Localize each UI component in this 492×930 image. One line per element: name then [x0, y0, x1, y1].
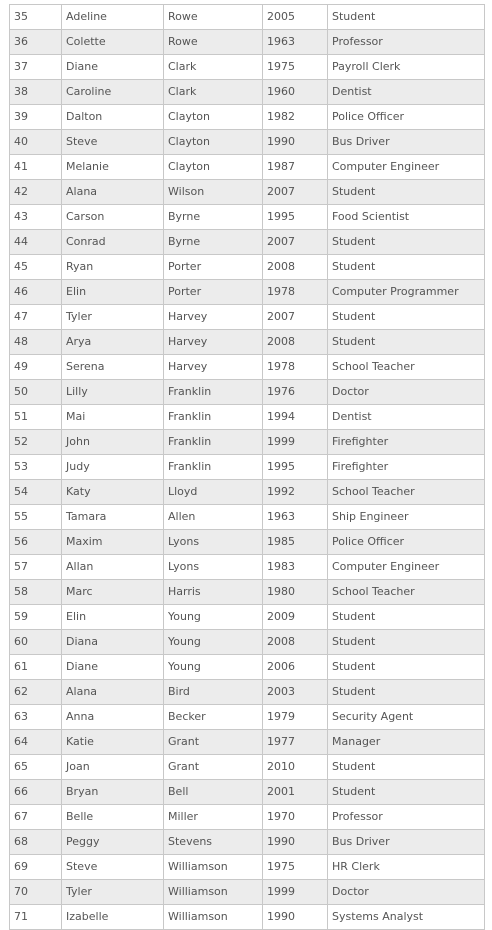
table-row: [10, 255, 485, 280]
cell-last-name: Clayton: [164, 105, 263, 130]
cell-occupation: Student: [328, 5, 485, 30]
cell-birth-year: 1975: [263, 855, 328, 880]
cell-id: 56: [10, 530, 62, 555]
cell-birth-year: 2007: [263, 180, 328, 205]
cell-id: 54: [10, 480, 62, 505]
cell-occupation: Student: [328, 255, 485, 280]
cell-birth-year: 2005: [263, 5, 328, 30]
cell-id: 50: [10, 380, 62, 405]
cell-id: 52: [10, 430, 62, 455]
cell-id: 37: [10, 55, 62, 80]
cell-last-name: Allen: [164, 505, 263, 530]
cell-first-name: Caroline: [62, 80, 164, 105]
cell-id: 46: [10, 280, 62, 305]
cell-id: 61: [10, 655, 62, 680]
table-row: [10, 5, 485, 30]
cell-last-name: Young: [164, 630, 263, 655]
cell-birth-year: 1980: [263, 580, 328, 605]
cell-id: 66: [10, 780, 62, 805]
cell-occupation: Payroll Clerk: [328, 55, 485, 80]
cell-last-name: Franklin: [164, 405, 263, 430]
cell-last-name: Harvey: [164, 305, 263, 330]
cell-id: 62: [10, 680, 62, 705]
cell-first-name: Diana: [62, 630, 164, 655]
cell-first-name: Alana: [62, 180, 164, 205]
cell-occupation: Firefighter: [328, 455, 485, 480]
cell-occupation: Systems Analyst: [328, 905, 485, 930]
cell-id: 69: [10, 855, 62, 880]
cell-last-name: Byrne: [164, 205, 263, 230]
cell-first-name: Steve: [62, 130, 164, 155]
cell-first-name: Adeline: [62, 5, 164, 30]
cell-id: 42: [10, 180, 62, 205]
table-row: [10, 180, 485, 205]
cell-last-name: Lloyd: [164, 480, 263, 505]
cell-first-name: Serena: [62, 355, 164, 380]
cell-first-name: Steve: [62, 855, 164, 880]
cell-id: 60: [10, 630, 62, 655]
cell-last-name: Bird: [164, 680, 263, 705]
cell-id: 51: [10, 405, 62, 430]
table-row: [10, 705, 485, 730]
cell-birth-year: 1983: [263, 555, 328, 580]
cell-last-name: Clark: [164, 55, 263, 80]
cell-occupation: Computer Programmer: [328, 280, 485, 305]
cell-birth-year: 1985: [263, 530, 328, 555]
table-row: [10, 205, 485, 230]
cell-id: 49: [10, 355, 62, 380]
table-row: [10, 605, 485, 630]
cell-last-name: Franklin: [164, 380, 263, 405]
cell-first-name: Katy: [62, 480, 164, 505]
table-row: [10, 280, 485, 305]
cell-id: 41: [10, 155, 62, 180]
cell-first-name: Carson: [62, 205, 164, 230]
cell-first-name: Melanie: [62, 155, 164, 180]
cell-id: 48: [10, 330, 62, 355]
cell-id: 63: [10, 705, 62, 730]
cell-last-name: Grant: [164, 730, 263, 755]
cell-id: 64: [10, 730, 62, 755]
table-row: [10, 405, 485, 430]
cell-birth-year: 1977: [263, 730, 328, 755]
cell-birth-year: 2007: [263, 305, 328, 330]
table-row: [10, 480, 485, 505]
table-row: [10, 380, 485, 405]
cell-first-name: Joan: [62, 755, 164, 780]
cell-last-name: Franklin: [164, 455, 263, 480]
cell-occupation: Student: [328, 655, 485, 680]
cell-id: 53: [10, 455, 62, 480]
cell-last-name: Clayton: [164, 155, 263, 180]
people-table: [9, 4, 485, 930]
table-row: [10, 130, 485, 155]
cell-last-name: Bell: [164, 780, 263, 805]
table-row: [10, 505, 485, 530]
cell-last-name: Rowe: [164, 30, 263, 55]
cell-occupation: Student: [328, 230, 485, 255]
people-table-container: [9, 4, 484, 930]
table-row: [10, 580, 485, 605]
table-row: [10, 105, 485, 130]
cell-occupation: Bus Driver: [328, 830, 485, 855]
cell-first-name: Elin: [62, 280, 164, 305]
cell-last-name: Young: [164, 605, 263, 630]
cell-birth-year: 1995: [263, 455, 328, 480]
table-row: [10, 455, 485, 480]
cell-birth-year: 1982: [263, 105, 328, 130]
cell-id: 71: [10, 905, 62, 930]
table-row: [10, 855, 485, 880]
table-row: [10, 555, 485, 580]
cell-id: 47: [10, 305, 62, 330]
table-row: [10, 805, 485, 830]
cell-birth-year: 1999: [263, 430, 328, 455]
cell-occupation: Computer Engineer: [328, 555, 485, 580]
cell-last-name: Clayton: [164, 130, 263, 155]
cell-last-name: Williamson: [164, 855, 263, 880]
table-row: [10, 330, 485, 355]
cell-id: 36: [10, 30, 62, 55]
cell-occupation: Professor: [328, 30, 485, 55]
cell-first-name: Elin: [62, 605, 164, 630]
cell-id: 67: [10, 805, 62, 830]
cell-first-name: Tyler: [62, 880, 164, 905]
cell-birth-year: 2001: [263, 780, 328, 805]
cell-last-name: Young: [164, 655, 263, 680]
table-row: [10, 80, 485, 105]
cell-occupation: Student: [328, 755, 485, 780]
table-row: [10, 830, 485, 855]
table-row: [10, 905, 485, 930]
cell-last-name: Stevens: [164, 830, 263, 855]
cell-id: 35: [10, 5, 62, 30]
cell-last-name: Clark: [164, 80, 263, 105]
cell-birth-year: 2010: [263, 755, 328, 780]
cell-occupation: Student: [328, 680, 485, 705]
table-row: [10, 230, 485, 255]
cell-first-name: Peggy: [62, 830, 164, 855]
cell-last-name: Harvey: [164, 355, 263, 380]
cell-occupation: Student: [328, 305, 485, 330]
table-row: [10, 430, 485, 455]
cell-birth-year: 2003: [263, 680, 328, 705]
cell-first-name: Tyler: [62, 305, 164, 330]
table-row: [10, 30, 485, 55]
cell-birth-year: 2008: [263, 330, 328, 355]
table-row: [10, 630, 485, 655]
cell-last-name: Porter: [164, 280, 263, 305]
cell-occupation: Manager: [328, 730, 485, 755]
cell-occupation: Student: [328, 180, 485, 205]
cell-id: 68: [10, 830, 62, 855]
cell-first-name: Diane: [62, 655, 164, 680]
cell-first-name: Conrad: [62, 230, 164, 255]
cell-last-name: Grant: [164, 755, 263, 780]
cell-occupation: Security Agent: [328, 705, 485, 730]
cell-birth-year: 1960: [263, 80, 328, 105]
cell-birth-year: 1978: [263, 280, 328, 305]
cell-occupation: School Teacher: [328, 580, 485, 605]
cell-birth-year: 1987: [263, 155, 328, 180]
cell-birth-year: 1990: [263, 130, 328, 155]
cell-occupation: School Teacher: [328, 355, 485, 380]
cell-first-name: Tamara: [62, 505, 164, 530]
cell-birth-year: 2007: [263, 230, 328, 255]
cell-occupation: Bus Driver: [328, 130, 485, 155]
cell-first-name: Arya: [62, 330, 164, 355]
cell-id: 59: [10, 605, 62, 630]
cell-occupation: Dentist: [328, 405, 485, 430]
cell-birth-year: 1990: [263, 830, 328, 855]
cell-id: 45: [10, 255, 62, 280]
cell-last-name: Byrne: [164, 230, 263, 255]
cell-first-name: Alana: [62, 680, 164, 705]
cell-id: 55: [10, 505, 62, 530]
cell-birth-year: 1995: [263, 205, 328, 230]
cell-first-name: Anna: [62, 705, 164, 730]
cell-first-name: Katie: [62, 730, 164, 755]
cell-occupation: Doctor: [328, 880, 485, 905]
cell-birth-year: 1978: [263, 355, 328, 380]
cell-id: 39: [10, 105, 62, 130]
cell-first-name: Diane: [62, 55, 164, 80]
cell-id: 40: [10, 130, 62, 155]
table-row: [10, 655, 485, 680]
cell-occupation: Firefighter: [328, 430, 485, 455]
cell-occupation: Dentist: [328, 80, 485, 105]
cell-birth-year: 2006: [263, 655, 328, 680]
cell-occupation: Food Scientist: [328, 205, 485, 230]
cell-last-name: Lyons: [164, 530, 263, 555]
cell-birth-year: 1976: [263, 380, 328, 405]
table-row: [10, 680, 485, 705]
table-row: [10, 355, 485, 380]
table-row: [10, 880, 485, 905]
cell-last-name: Lyons: [164, 555, 263, 580]
cell-occupation: Student: [328, 605, 485, 630]
cell-first-name: Maxim: [62, 530, 164, 555]
cell-birth-year: 2008: [263, 255, 328, 280]
cell-last-name: Williamson: [164, 880, 263, 905]
cell-last-name: Wilson: [164, 180, 263, 205]
cell-occupation: HR Clerk: [328, 855, 485, 880]
people-table-body: [10, 5, 485, 930]
cell-occupation: Police Officer: [328, 530, 485, 555]
cell-first-name: Lilly: [62, 380, 164, 405]
cell-occupation: Police Officer: [328, 105, 485, 130]
cell-occupation: School Teacher: [328, 480, 485, 505]
cell-first-name: Marc: [62, 580, 164, 605]
cell-birth-year: 1990: [263, 905, 328, 930]
cell-occupation: Computer Engineer: [328, 155, 485, 180]
cell-id: 57: [10, 555, 62, 580]
cell-birth-year: 1979: [263, 705, 328, 730]
cell-id: 44: [10, 230, 62, 255]
cell-occupation: Professor: [328, 805, 485, 830]
cell-first-name: Izabelle: [62, 905, 164, 930]
cell-birth-year: 1963: [263, 505, 328, 530]
cell-last-name: Becker: [164, 705, 263, 730]
cell-first-name: Ryan: [62, 255, 164, 280]
cell-occupation: Ship Engineer: [328, 505, 485, 530]
cell-birth-year: 1994: [263, 405, 328, 430]
cell-first-name: Allan: [62, 555, 164, 580]
cell-id: 43: [10, 205, 62, 230]
table-row: [10, 780, 485, 805]
cell-birth-year: 1999: [263, 880, 328, 905]
cell-first-name: Judy: [62, 455, 164, 480]
cell-first-name: John: [62, 430, 164, 455]
cell-occupation: Student: [328, 630, 485, 655]
cell-birth-year: 1992: [263, 480, 328, 505]
cell-id: 65: [10, 755, 62, 780]
cell-first-name: Mai: [62, 405, 164, 430]
cell-birth-year: 1970: [263, 805, 328, 830]
table-row: [10, 755, 485, 780]
cell-occupation: Doctor: [328, 380, 485, 405]
cell-occupation: Student: [328, 330, 485, 355]
cell-last-name: Williamson: [164, 905, 263, 930]
cell-first-name: Colette: [62, 30, 164, 55]
table-row: [10, 730, 485, 755]
cell-last-name: Miller: [164, 805, 263, 830]
cell-id: 38: [10, 80, 62, 105]
cell-birth-year: 2009: [263, 605, 328, 630]
cell-first-name: Belle: [62, 805, 164, 830]
cell-first-name: Dalton: [62, 105, 164, 130]
table-row: [10, 530, 485, 555]
cell-last-name: Harvey: [164, 330, 263, 355]
table-row: [10, 155, 485, 180]
cell-last-name: Harris: [164, 580, 263, 605]
cell-last-name: Franklin: [164, 430, 263, 455]
cell-id: 58: [10, 580, 62, 605]
cell-occupation: Student: [328, 780, 485, 805]
cell-last-name: Rowe: [164, 5, 263, 30]
cell-id: 70: [10, 880, 62, 905]
cell-first-name: Bryan: [62, 780, 164, 805]
cell-birth-year: 1963: [263, 30, 328, 55]
table-row: [10, 305, 485, 330]
cell-birth-year: 1975: [263, 55, 328, 80]
cell-birth-year: 2008: [263, 630, 328, 655]
table-row: [10, 55, 485, 80]
cell-last-name: Porter: [164, 255, 263, 280]
